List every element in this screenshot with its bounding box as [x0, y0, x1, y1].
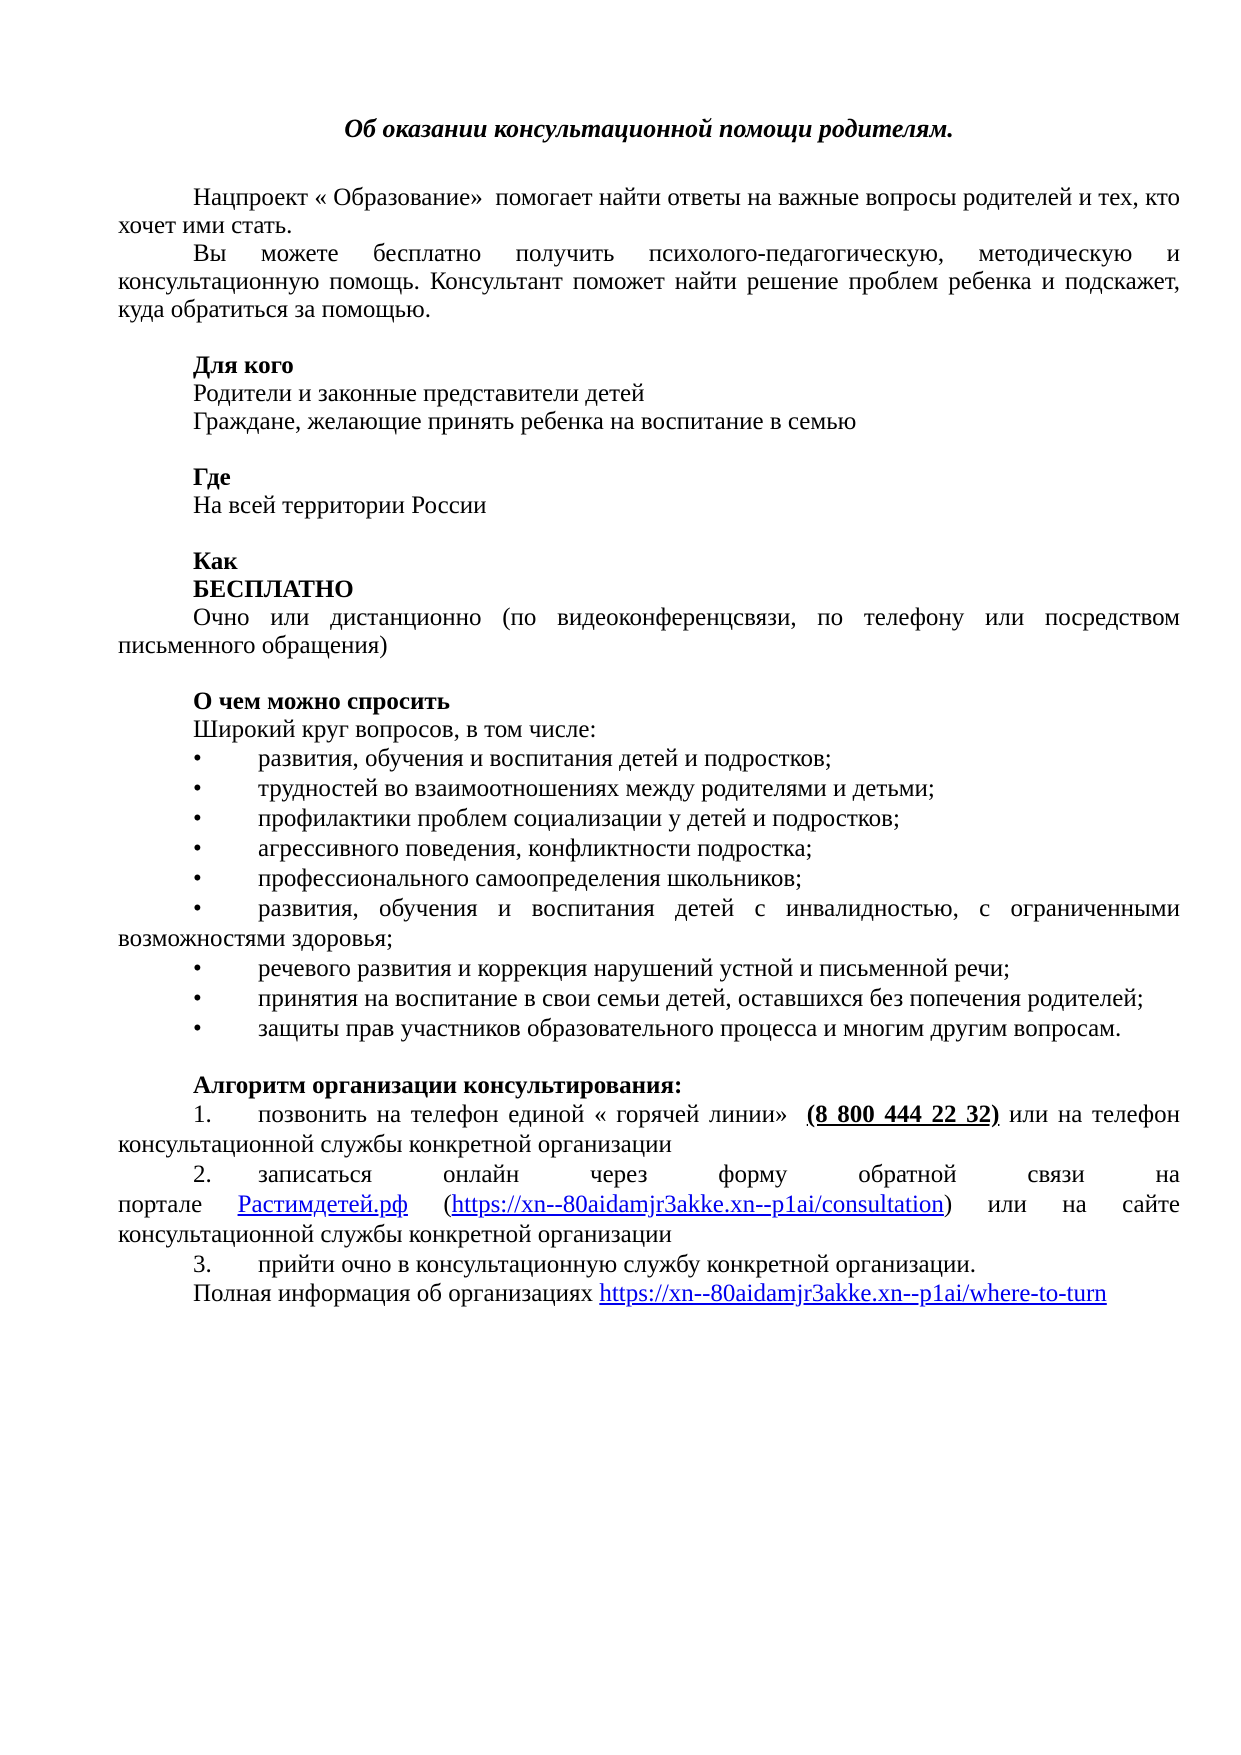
bullet-icon: • [193, 955, 202, 982]
for-whom-line-2: Граждане, желающие принять ребенка на воспитание в семью [193, 408, 857, 435]
intro-paragraph-1: Нацпроект « Образование» помогает найти ответы на важные вопросы родителей и тех, кто хочет ими стать. [118, 184, 1180, 239]
bullet-icon: • [193, 835, 202, 862]
bullet-item [118, 1014, 1180, 1044]
numbered-item-3 [118, 1250, 1180, 1280]
section-heading-where: Где [193, 464, 231, 491]
how-subheading-free: БЕСПЛАТНО [193, 576, 354, 603]
item1-text-pre: позвонить на телефон единой « горячей линии» [258, 1101, 807, 1128]
item2-paren-close: ) [943, 1191, 953, 1218]
bullet-icon: • [193, 985, 202, 1012]
section-heading-how: Как [193, 548, 238, 575]
bullet-text: защиты прав участников образовательного процесса и многим другим вопросам. [258, 1015, 1122, 1042]
spacer [118, 436, 1180, 464]
bullet-text: развития, обучения и воспитания детей с инвалидностью, с ограниченными возможностями здоровья; [118, 895, 1180, 952]
bullet-icon: • [193, 865, 202, 892]
bullet-item [118, 954, 1180, 984]
item-number: 1. [193, 1101, 212, 1128]
bullet-item [118, 984, 1180, 1014]
numbered-item-1 [118, 1100, 1180, 1160]
section-heading-for-whom: Для кого [193, 352, 294, 379]
for-whom-line-1: Родители и законные представители детей [193, 380, 645, 407]
item-number: 2. [193, 1161, 212, 1188]
phone-number: (8 800 444 22 32) [806, 1101, 1000, 1128]
bullet-item [118, 894, 1180, 954]
how-paragraph [118, 604, 1180, 660]
link-where-to-turn[interactable]: https://xn--80aidamjr3akke.xn--p1ai/where-to-turn [599, 1280, 1107, 1307]
section-heading-algorithm: Алгоритм организации консультирования: [193, 1072, 683, 1099]
bullet-text: трудностей во взаимоотношениях между родителями и детьми; [258, 775, 935, 802]
bullet-text: профилактики проблем социализации у детей и подростков; [258, 805, 900, 832]
how-text-end: письменного обращения) [118, 632, 388, 659]
item2-text-post: или на сайте консультационной службы конкретной организации [118, 1191, 1181, 1248]
where-line: На всей территории России [193, 492, 487, 519]
spacer [118, 324, 1180, 352]
item1-text-post: или на телефон консультационной службы конкретной организации [118, 1101, 1180, 1158]
section-heading-ask: О чем можно спросить [193, 688, 450, 715]
item-number: 3. [193, 1251, 212, 1278]
item2-paren-open: ( [407, 1191, 452, 1218]
bullet-text: принятия на воспитание в свои семьи детей, оставшихся без попечения родителей; [258, 985, 1144, 1012]
bullet-item [118, 744, 1180, 774]
bullet-icon: • [193, 895, 202, 922]
bullet-icon: • [193, 1015, 202, 1042]
numbered-item-2 [118, 1160, 1180, 1250]
bullet-item [118, 804, 1180, 834]
bullet-item [118, 834, 1180, 864]
link-rastimdetey[interactable]: Растимдетей.рф [237, 1191, 408, 1218]
bullet-text: агрессивного поведения, конфликтности подростка; [258, 835, 813, 862]
how-text-start: Очно или дистанционно (по видеоконференцсвязи, по телефону или посредством [193, 604, 1180, 631]
item3-text: прийти очно в консультационную службу конкретной организации. [258, 1251, 977, 1278]
footer-text: Полная информация об организациях [193, 1280, 600, 1307]
bullet-item [118, 864, 1180, 894]
item2-portal-word: портале [118, 1191, 238, 1218]
bullet-icon: • [193, 745, 202, 772]
bullet-text: профессионального самоопределения школьников; [258, 865, 803, 892]
intro-paragraph-2: Вы можете бесплатно получить психолого-педагогическую, методическую и консультационную помощь. Консультант поможет найти решение проблем ребенка и подскажет, куда обратиться за помощью. [118, 240, 1180, 323]
spacer [118, 660, 1180, 688]
spacer [118, 146, 1180, 184]
spacer [118, 1044, 1180, 1072]
ask-intro-line: Широкий круг вопросов, в том числе: [193, 716, 597, 743]
spacer [118, 520, 1180, 548]
footer-info-line [118, 1280, 1180, 1308]
item2-text-pre: записаться онлайн через форму обратной связи на [258, 1161, 1180, 1188]
bullet-icon: • [193, 805, 202, 832]
item2-portal-group [118, 1191, 952, 1218]
bullet-item [118, 774, 1180, 804]
bullet-text: развития, обучения и воспитания детей и подростков; [258, 745, 832, 772]
bullet-icon: • [193, 775, 202, 802]
bullet-text: речевого развития и коррекция нарушений устной и письменной речи; [258, 955, 1011, 982]
doc-title: Об оказании консультационной помощи родителям. [344, 114, 954, 143]
link-consultation[interactable]: https://xn--80aidamjr3akke.xn--p1ai/consultation [451, 1191, 944, 1218]
